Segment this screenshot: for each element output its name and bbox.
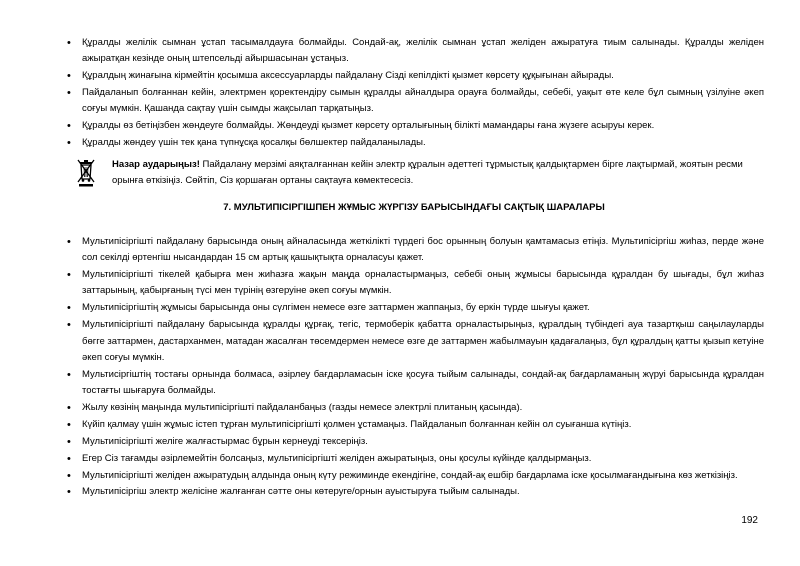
note-body: Пайдалану мерзімі аяқталғаннан кейін электр құралын әдеттегі тұрмыстық қалдықтармен бірге лақтырмай, жоятын ресми орынға өткізіңіз. Сөйтіп, Сіз қоршаған ортаны сақтауға көмектесесіз. bbox=[112, 159, 743, 186]
list-item: • Мультипісіргішті желіге жалғастырмас бұрын кернеуді тексеріңіз. bbox=[64, 434, 764, 450]
list-item: • Мультисіргіштің тостағы орнында болмаса, әзірлеу бағдарламасын іске қосуға тыйым салынады, сондай-ақ бағдарламаның жүруі барысында құралдан тостағты шығаруға болмайды. bbox=[64, 367, 764, 400]
list-item: • Мультипісіргішті пайдалану барысында оның айналасында жеткілікті түрдегі бос орынның болуын қамтамасыз етіңіз. Мультипісіргіш жиһаз, перде және сол секілді өртенгіш нысандардан 15 см артық қашықтықта орналасуы қажет. bbox=[64, 234, 764, 267]
list-item: • Мультипісіргіш электр желісіне жалғанған сәтте оны көтеруге/орнын ауыстыруға тыйым салынады. bbox=[64, 484, 764, 500]
list-item: • Егер Сіз тағамды әзірлемейтін болсаңыз, мультипісіргішті желіден ажыратыңыз, оны қосулы күйінде қалдырмаңыз. bbox=[64, 451, 764, 467]
list-item: • Пайдаланып болғаннан кейін, электрмен қоректендіру сымын құралды айналдыра орауға болмайды, себебі, уақыт өте келе бұл сымның үзілуіне әкеп соғуы мүмкін. Қашанда сақтау үшін сымды жақсылап тарқатыңыз. bbox=[64, 85, 764, 118]
list-item: • Мультипісіргішті желіден ажыратудың алдында оның күту режиминде екендігіне, сондай-ақ ешбір бағдарлама іске қосылмағандығына көз жеткізіңіз. bbox=[64, 468, 764, 484]
page-number: 192 bbox=[741, 515, 758, 526]
list-item: • Мультипісіргішті пайдалану барысында құралды құрғақ, тегіс, термоберік қабатта орналастырыңыз, құралдың түбіндегі ауа тазартқыш саңылауларды бөгге заттармен, дастарханмен, матадан жасалған төсемдермен немесе өзге де заттармен жабылмауын қадағалаңыз, бұл құралдың қатты қызып кетуіне әкеп соғуы мүмкін. bbox=[64, 317, 764, 366]
list-item: • Күйіп қалмау үшін жұмыс істеп тұрған мультипісіргішті қолмен ұстамаңыз. Пайдаланып болғаннан кейін ол суығанша күтіңіз. bbox=[64, 417, 764, 433]
list-item: • Мультипісіргішті тікелей қабырға мен жиһазға жақын маңда орналастырмаңыз, себебі оның жұмысы барысында құралдан бу шығады, бұл жиһаз заттарының, қабырғаның түсі мен түрінің өзгеруіне әкеп соғуы мүмкін. bbox=[64, 267, 764, 300]
list-item: • Құралды жөндеу үшін тек қана түпнұсқа қосалқы бөлшектер пайдаланылады. bbox=[64, 135, 764, 151]
list-item: • Құралды желілік сымнан ұстап тасымалдауға болмайды. Сондай-ақ, желілік сымнан ұстап желіден ажыратуға тиым салынады. Құралды желіден ажыратқан кезінде оның штепсельді айыршасынан ұстаңыз. bbox=[64, 35, 764, 68]
section-heading: 7. МУЛЬТИПІСІРГІШПЕН ЖҰМЫС ЖҮРГІЗУ БАРЫСЫНДАҒЫ САҚТЫҚ ШАРАЛАРЫ bbox=[223, 202, 605, 213]
list-item: • Құралдың жинағына кірмейтін қосымша аксессуарларды пайдалану Сізді кепілдікті қызмет көрсету құқығынан айырады. bbox=[64, 68, 764, 84]
crossed-out-wheelie-bin-icon bbox=[76, 157, 96, 187]
safety-list-multicooker bbox=[64, 234, 764, 501]
note-warning-label: Назар аударыңыз! bbox=[112, 159, 200, 170]
list-item: • Мультипісіргіштің жұмысы барысында оны сүлгімен немесе өзге заттармен жаппаңыз, бу еркін түрде шығуы қажет. bbox=[64, 300, 764, 316]
note-text bbox=[112, 157, 764, 189]
disposal-note bbox=[64, 157, 764, 193]
list-item: • Құралды өз бетіңізбен жөндеуге болмайды. Жөндеуді қызмет көрсету орталығының білікті мамандары ғана жүзеге асыруы керек. bbox=[64, 118, 764, 134]
safety-list-cord bbox=[64, 35, 764, 152]
list-item: • Жылу көзінің маңында мультипісіргішті пайдаланбаңыз (газды немесе электрлі плитаның қасында). bbox=[64, 400, 764, 416]
